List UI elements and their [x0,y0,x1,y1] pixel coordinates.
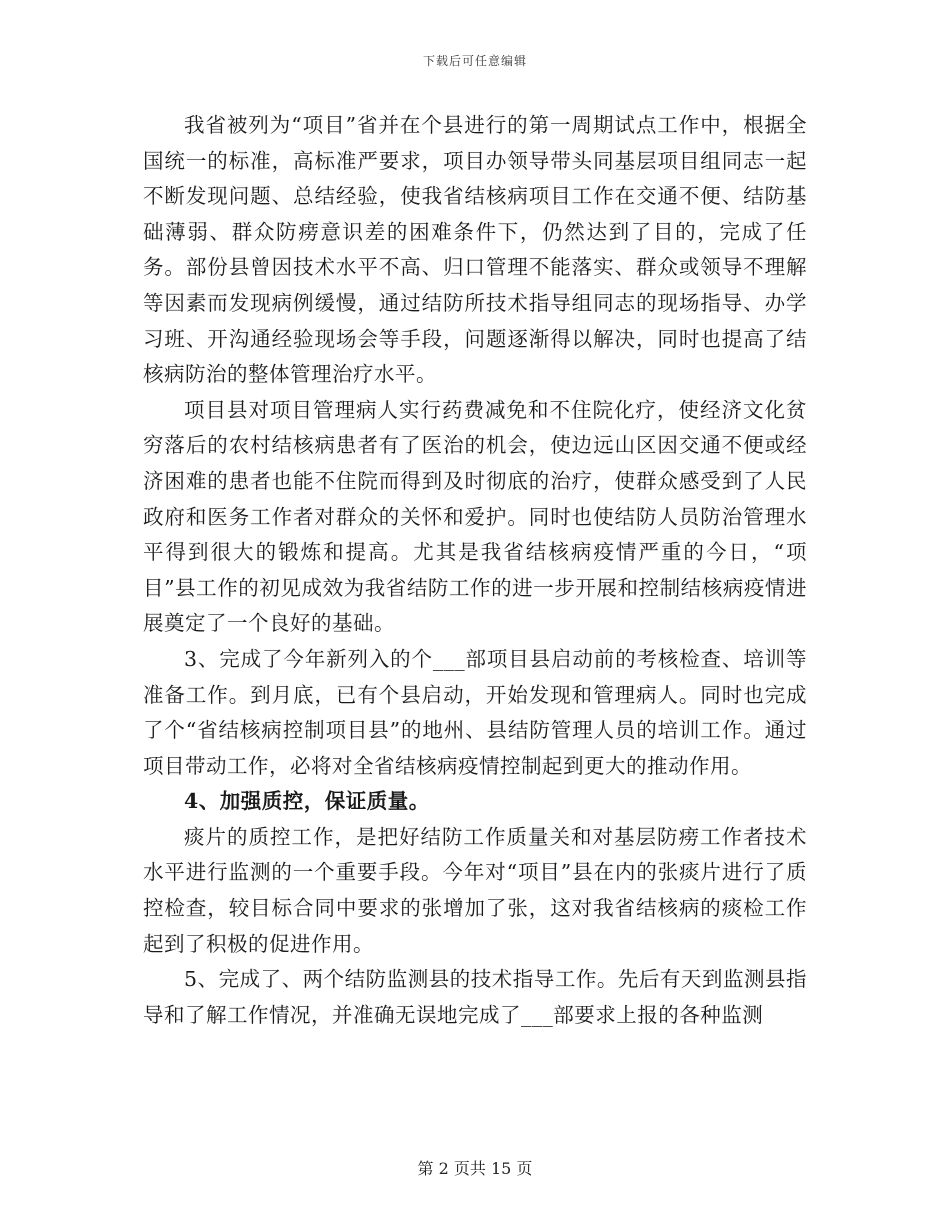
paragraph-item-5: 5、完成了、两个结防监测县的技术指导工作。先后有天到监测县指导和了解工作情况，并准确无误地完成了___部要求上报的各种监测 [143,967,807,1027]
document-body [143,108,807,1033]
page-footer: 第 2 页共 15 页 [417,1159,533,1178]
paragraph-project-county: 项目县对项目管理病人实行药费减免和不住院化疗，使经济文化贫穷落后的农村结核病患者有了医治的机会，使边远山区因交通不便或经济困难的患者也能不住院而得到及时彻底的治疗，使群众感受到了人民政府和医务工作者对群众的关怀和爱护。同时也使结防人员防治管理水平得到很大的锻炼和提高。尤其是我省结核病疫情严重的今日，“项目”县工作的初见成效为我省结防工作的进一步开展和控制结核病疫情进展奠定了一个良好的基础。 [143,397,807,636]
paragraph-project-pilot: 我省被列为“项目”省并在个县进行的第一周期试点工作中，根据全国统一的标准，高标准严要求，项目办领导带头同基层项目组同志一起不断发现问题、总结经验，使我省结核病项目工作在交通不便、结防基础薄弱、群众防痨意识差的困难条件下，仍然达到了目的，完成了任务。部份县曾因技术水平不高、归口管理不能落实、群众或领导不理解等因素而发现病例缓慢，通过结防所技术指导组同志的现场指导、办学习班、开沟通经验现场会等手段，问题逐渐得以解决，同时也提高了结核病防治的整体管理治疗水平。 [143,113,807,387]
paragraph-sputum-qc: 痰片的质控工作，是把好结防工作质量关和对基层防痨工作者技术水平进行监测的一个重要手段。今年对“项目”县在内的张痰片进行了质控检查，较目标合同中要求的张增加了张，这对我省结核病的痰检工作起到了积极的促进作用。 [143,824,807,956]
paragraph-item-3: 3、完成了今年新列入的个___部项目县启动前的考核检查、培训等准备工作。到月底，已有个县启动，开始发现和管理病人。同时也完成了个“省结核病控制项目县”的地州、县结防管理人员的培训工作。通过项目带动工作，必将对全省结核病疫情控制起到更大的推动作用。 [143,646,807,778]
section-heading-quality-control: 4、加强质控，保证质量。 [184,789,430,814]
page-header: 下载后可任意编辑 [422,54,527,68]
